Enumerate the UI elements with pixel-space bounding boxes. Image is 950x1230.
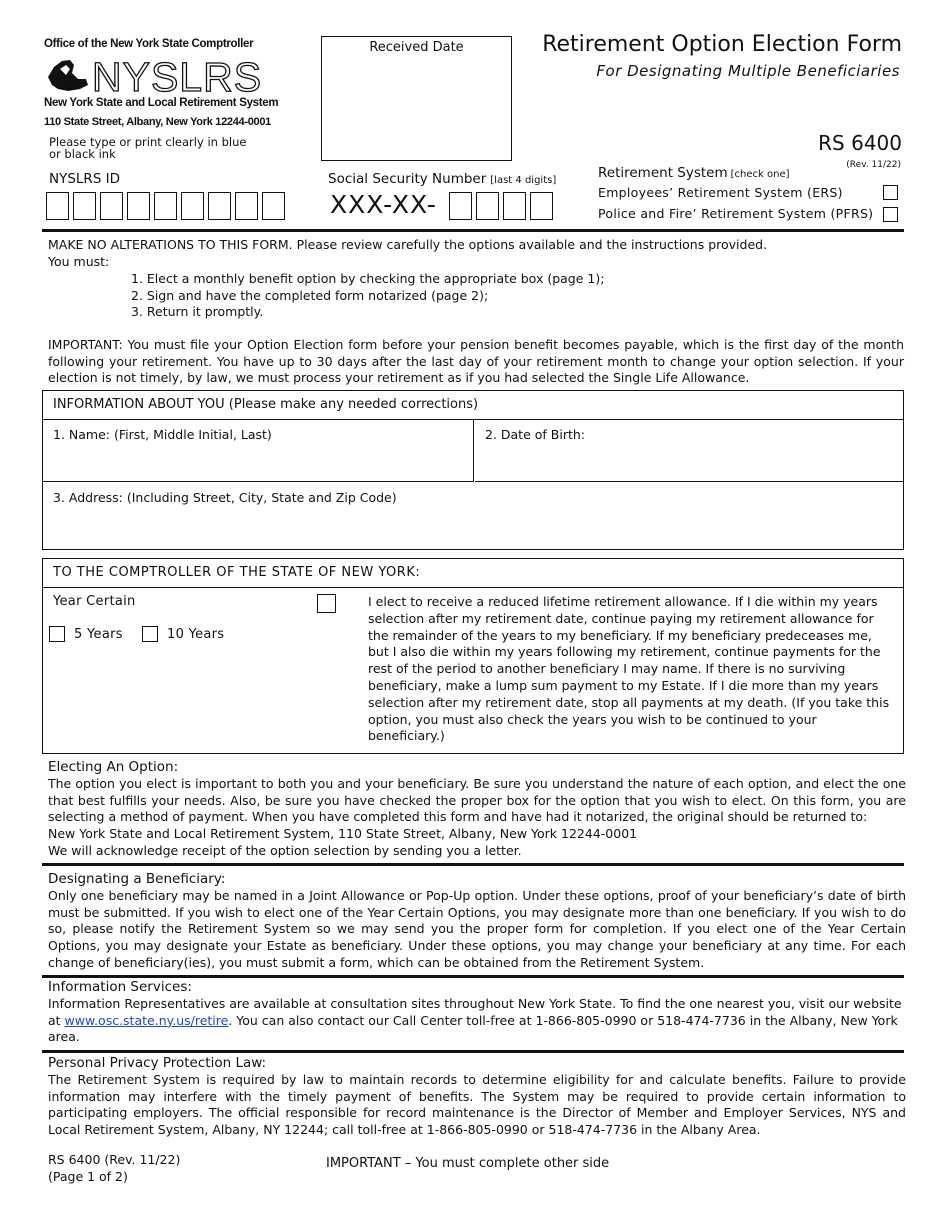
dob-label: 2. Date of Birth: — [485, 427, 585, 442]
form-number: RS 6400 — [818, 131, 902, 155]
nyslrs-id-input[interactable] — [46, 192, 289, 220]
beneficiary-body: Only one beneficiary may be named in a Joint Allowance or Pop-Up option. Under these options, proof of your beneficiary’s date of birth must be submitted. If you wish to elect one of the Year Certain Options, you may designate more than one beneficiary. If you wish to do so, please notify the Retirement System so we may send you the proper form for completion. If you elect one of the Year Certain Options, you may designate your Estate as beneficiary. Under these options, you may change your beneficiary at any time. For each change of beneficiary(ies), you must submit a form, which can be obtained from the Retirement System. — [48, 888, 906, 970]
received-date-box — [321, 36, 512, 161]
return-address: New York State and Local Retirement System, 110 State Street, Albany, New York 12244-0001 — [48, 826, 638, 842]
ssn-prefix: XXX-XX- — [330, 190, 437, 219]
section-divider — [42, 863, 904, 866]
comptroller-header — [43, 559, 903, 588]
ers-checkbox[interactable] — [883, 185, 898, 200]
instructions — [48, 237, 904, 321]
five-years-checkbox[interactable] — [49, 626, 65, 642]
five-years-option[interactable] — [49, 626, 123, 642]
ssn-digit-box[interactable] — [530, 192, 553, 220]
logo-wordmark: NYSLRS — [92, 55, 263, 95]
privacy-body: The Retirement System is required by law to maintain records to determine eligibility for and calculate benefits. Failure to provide information may interfere with the timely payment of benefits. The System may be required to provide certain information to participating employers. The official responsible for record maintenance is the Director of Member and Employer Services, NYS and Local Retirement System, Albany, NY 12244; call toll-free at 1-866-805-0990 or 518-474-7736 in the Albany Area. — [48, 1072, 906, 1138]
info-services-text-continued: . You can also contact our Call Center toll-free at 1-866-805-0990 or 518-474-7736 in the Albany, New York area. — [48, 1012, 898, 1045]
ssn-label-text: Social Security Number — [328, 171, 487, 187]
ten-years-option[interactable] — [142, 626, 224, 642]
id-digit-box[interactable] — [73, 192, 96, 220]
pfrs-checkbox[interactable] — [883, 207, 898, 222]
comptroller-title: TO THE COMPTROLLER OF THE STATE OF NEW YORK: — [53, 565, 421, 580]
id-digit-box[interactable] — [154, 192, 177, 220]
id-digit-box[interactable] — [127, 192, 150, 220]
ten-years-checkbox[interactable] — [142, 626, 158, 642]
information-about-you-section — [42, 390, 904, 550]
nyslrs-logo — [44, 55, 266, 95]
nys-map-icon — [48, 60, 88, 91]
form-subtitle: For Designating Multiple Beneficiaries — [596, 62, 900, 80]
no-alterations-text: MAKE NO ALTERATIONS TO THIS FORM. Please review carefully the options available and the instructions provided. — [48, 237, 768, 252]
ssn-digit-box[interactable] — [503, 192, 526, 220]
id-digit-box[interactable] — [46, 192, 69, 220]
received-date-label: Received Date — [369, 40, 464, 55]
ssn-digit-box[interactable] — [449, 192, 472, 220]
year-certain-election-text: I elect to receive a reduced lifetime retirement allowance. If I die within my years selection after my retirement date, continue paying my retirement allowance for the remainder of the years to my beneficiary. If my beneficiary predeceases me, but I also die within my years following my retirement, continue payments for the rest of the period to another beneficiary I may name. If there is no surviving beneficiary, make a lump sum payment to my Estate. If I die more than my years selection after my retirement date, stop all payments at my death. (If you take this option, you must also check the years you wish to be continued to your beneficiary.) — [368, 594, 890, 744]
website-link[interactable]: www.osc.state.ny.us/retire — [64, 1012, 229, 1028]
info-services-text: Information Representatives are available at consultation sites throughout New York State. To find the one nearest you, visit our website at — [48, 996, 902, 1028]
ssn-digit-box[interactable] — [476, 192, 499, 220]
form-title: Retirement Option Election Form — [542, 32, 902, 57]
ssn-label — [328, 171, 556, 187]
year-certain-checkbox[interactable] — [317, 594, 336, 613]
retirement-system-note: [check one] — [730, 169, 790, 180]
ssn-last4-input[interactable] — [449, 192, 557, 220]
name-field[interactable] — [43, 420, 474, 482]
info-services-body — [48, 996, 906, 1046]
footer-form-info — [48, 1152, 180, 1185]
five-years-label: 5 Years — [74, 626, 123, 642]
electing-option-body — [48, 776, 906, 860]
beneficiary-title: Designating a Beneficiary: — [48, 871, 226, 887]
privacy-title: Personal Privacy Protection Law: — [48, 1055, 267, 1071]
important-notice: IMPORTANT: You must file your Option Election form before your pension benefit becomes payable, which is the first day of the month following your retirement. You have up to 30 days after the last day of your retirement month to change your option selection. If your election is not timely, by law, we must process your retirement as if you had selected the Single Life Allowance. — [48, 337, 904, 386]
id-digit-box[interactable] — [181, 192, 204, 220]
info-section-title: INFORMATION ABOUT YOU (Please make any needed corrections) — [53, 397, 479, 412]
id-digit-box[interactable] — [208, 192, 231, 220]
system-full-name: New York State and Local Retirement System — [44, 97, 279, 109]
footer-form-rev: RS 6400 (Rev. 11/22) — [48, 1152, 181, 1167]
step-item: 2. Sign and have the completed form notarized (page 2); — [131, 287, 489, 303]
id-digit-box[interactable] — [235, 192, 258, 220]
pfrs-option-label: Police and Fire’ Retirement System (PFRS) — [598, 206, 874, 221]
ers-option-label: Employees’ Retirement System (ERS) — [598, 185, 843, 200]
ink-instruction: Please type or print clearly in blue or black ink — [49, 135, 247, 161]
header-divider — [42, 229, 904, 232]
steps-list — [131, 271, 904, 321]
retirement-system-title: Retirement System — [598, 165, 728, 181]
form-revision: (Rev. 11/22) — [846, 160, 901, 170]
info-section-header — [43, 391, 903, 420]
info-services-title: Information Services: — [48, 979, 192, 995]
address-field[interactable] — [43, 483, 903, 549]
retirement-system-label — [598, 165, 790, 181]
step-item: 1. Elect a monthly benefit option by checking the appropriate box (page 1); — [131, 271, 605, 286]
system-address: 110 State Street, Albany, New York 12244-0001 — [44, 116, 272, 128]
electing-option-text: The option you elect is important to both you and your beneficiary. Be sure you understand the nature of each option, and elect the one that best fulfills your needs. Also, be sure you have checked the proper box for the option that you wish to elect. On this form, you are selecting a method of payment. When you have completed this form and have had it notarized, the original should be returned to: — [48, 776, 906, 825]
footer-important-note: IMPORTANT – You must complete other side — [326, 1156, 610, 1171]
ssn-note: [last 4 digits] — [490, 175, 557, 186]
id-digit-box[interactable] — [100, 192, 123, 220]
step-item: 3. Return it promptly. — [131, 304, 264, 319]
section-divider — [42, 1050, 904, 1053]
date-of-birth-field[interactable] — [475, 420, 903, 482]
nyslrs-id-label: NYSLRS ID — [49, 171, 121, 187]
electing-option-title: Electing An Option: — [48, 759, 179, 775]
comptroller-section — [42, 558, 904, 754]
office-name: Office of the New York State Comptroller — [44, 38, 254, 50]
footer-page-number: (Page 1 of 2) — [48, 1168, 128, 1184]
address-label: 3. Address: (Including Street, City, State and Zip Code) — [53, 490, 397, 505]
you-must-text: You must: — [48, 253, 110, 269]
name-label: 1. Name: (First, Middle Initial, Last) — [53, 427, 272, 442]
acknowledgement-text: We will acknowledge receipt of the option selection by sending you a letter. — [48, 842, 522, 858]
ten-years-label: 10 Years — [167, 626, 225, 642]
year-certain-label: Year Certain — [53, 594, 136, 609]
id-digit-box[interactable] — [262, 192, 285, 220]
section-divider — [42, 975, 904, 978]
